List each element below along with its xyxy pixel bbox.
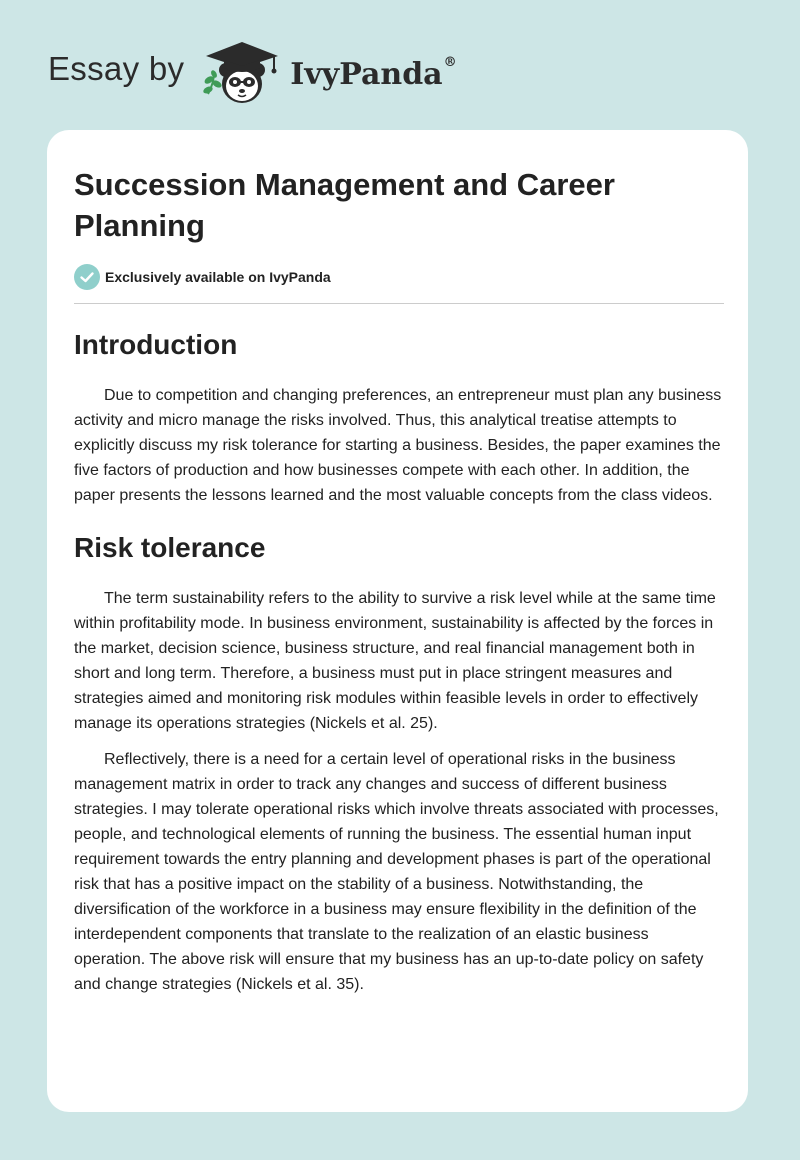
site-brand[interactable]	[48, 36, 457, 108]
title-divider	[74, 303, 724, 304]
section-heading-risk-tolerance: Risk tolerance	[74, 532, 266, 563]
exclusive-label: Exclusively available on IvyPanda	[105, 269, 331, 285]
introduction-paragraph: Due to competition and changing preferences, an entrepreneur must plan any business activity and micro manage the risks involved. Thus, this analytical treatise attempts to explicitly discuss my risk tolerance for starting a business. Besides, the paper examines the five factors of production and how businesses compete with each other. In addition, the paper presents the lessons learned and the most valuable concepts from the class videos.	[74, 387, 722, 504]
check-circle-icon	[74, 264, 100, 290]
risk-tolerance-paragraph-2: Reflectively, there is a need for a certain level of operational risks in the business management matrix in order to track any changes and success of different business strategies. I may tolerate operational risks which involve threats associated with processes, people, and technological elements of running the business. The essential human input requirement towards the entry planning and development phases is part of the operational risk that has a positive impact on the stability of a business. Notwithstanding, the diversification of the workforce in a business may ensure flexibility in the definition of the interdependent components that translate to the realization of an elastic business operation. The above risk will ensure that my business has an up-to-date policy on safety and change strategies (Nickels et al. 35).	[74, 751, 719, 993]
essay-content	[74, 164, 724, 997]
section-heading-introduction: Introduction	[74, 329, 238, 360]
brand-name-text: IvyPanda	[290, 56, 443, 92]
registered-mark: ®	[443, 54, 457, 70]
essay-card	[47, 130, 748, 1112]
essay-title: Succession Management and Career Planning	[74, 167, 615, 243]
panda-graduation-cap-logo-icon	[198, 36, 284, 108]
exclusive-badge	[74, 263, 724, 291]
brand-prefix: Essay by	[48, 50, 185, 87]
brand-name	[290, 54, 457, 92]
risk-tolerance-paragraph-1: The term sustainability refers to the ability to survive a risk level while at the same time within profitability mode. In business environment, sustainability is affected by the forces in the market, decision science, business structure, and real financial management both in short and long term. Therefore, a business must put in place stringent measures and strategies aimed and monitoring risk modules within feasible levels in order to effectively manage its operations strategies (Nickels et al. 25).	[74, 590, 716, 732]
